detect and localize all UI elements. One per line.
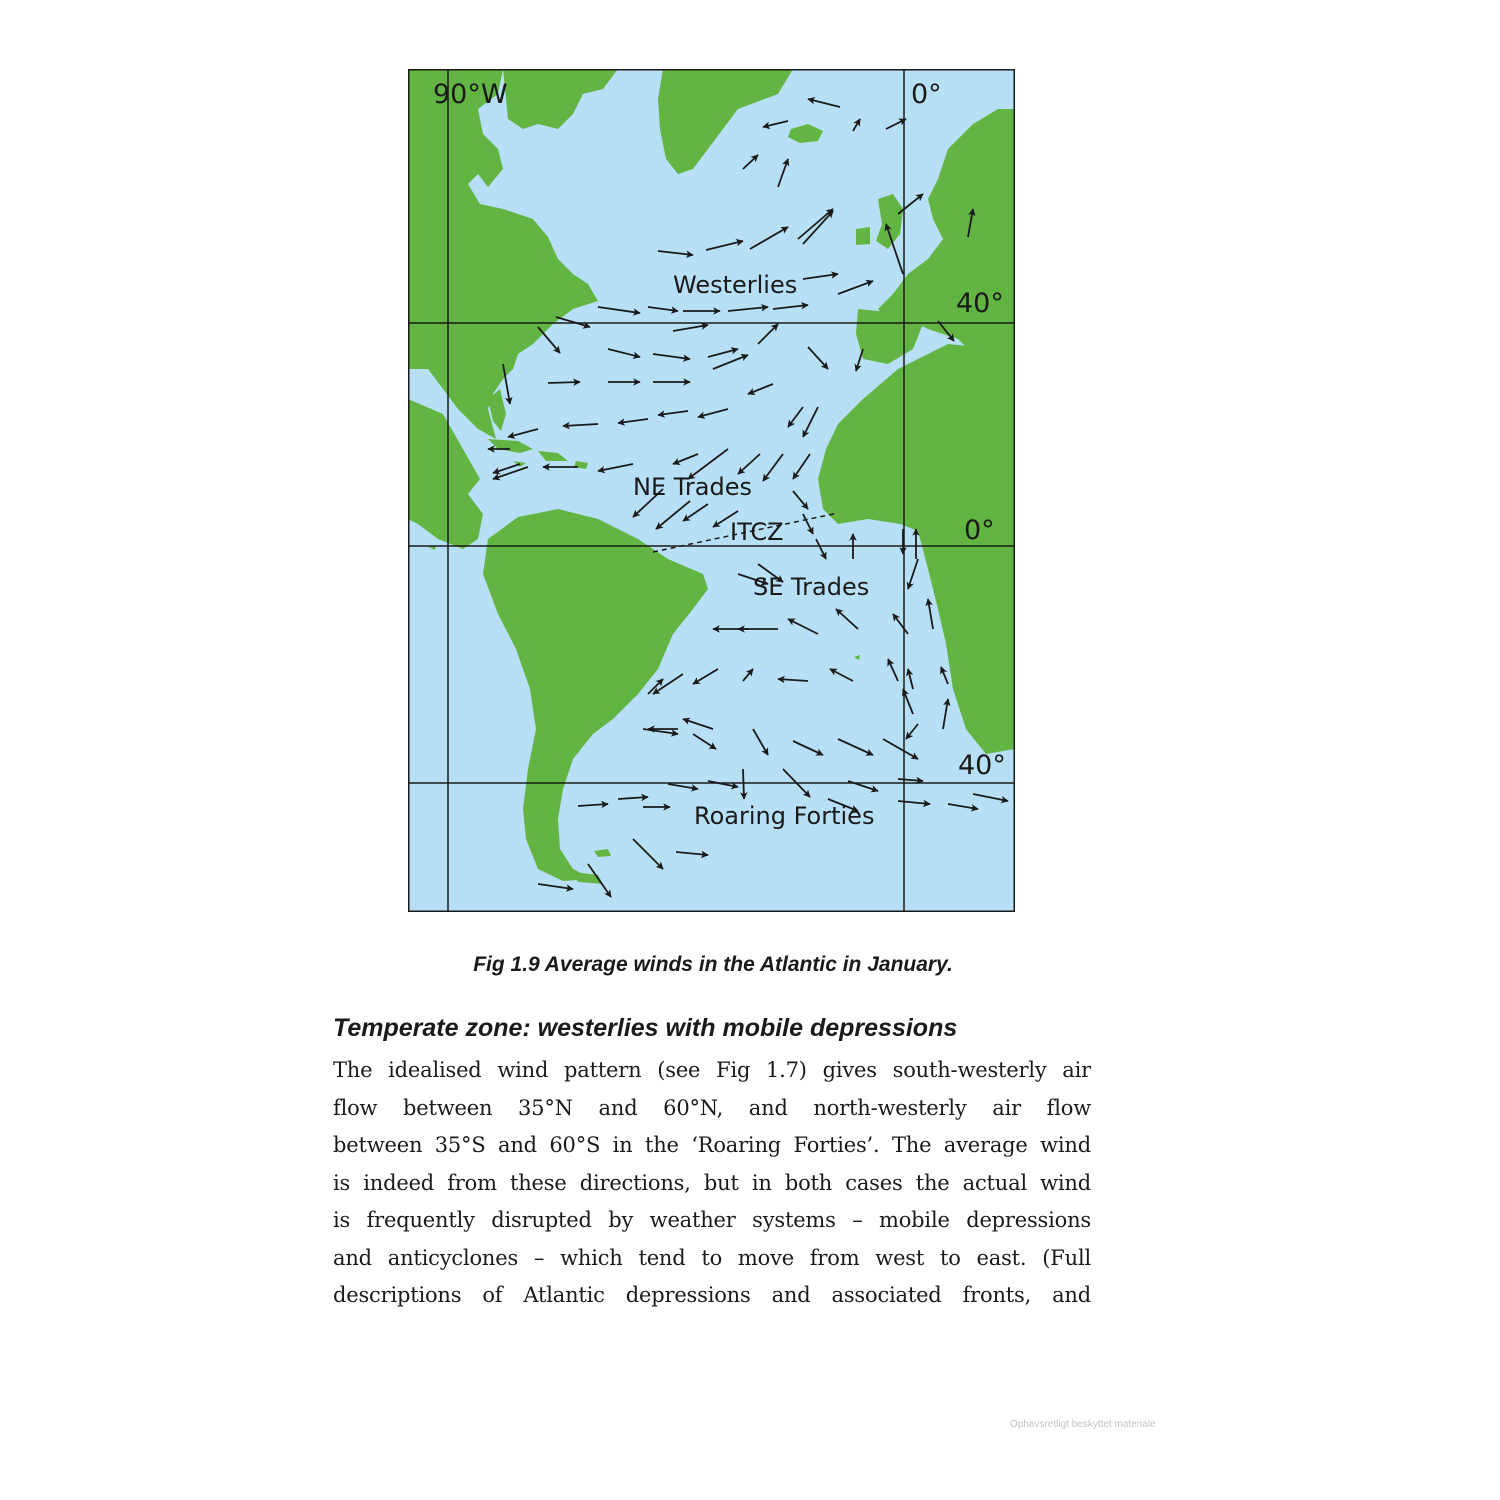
body-line: and anticyclones – which tend to move from west to east. (Full <box>333 1245 1091 1270</box>
wind-arrow <box>548 382 580 383</box>
body-line: is frequently disrupted by weather systems – mobile depressions <box>333 1208 1091 1232</box>
body-line: The idealised wind pattern (see Fig 1.7) gives south-westerly air <box>333 1058 1091 1082</box>
figure-caption: Fig 1.9 Average winds in the Atlantic in January. <box>473 953 953 976</box>
label-roaring-forties: Roaring Forties <box>694 802 875 830</box>
label-40n: 40° <box>956 288 1004 319</box>
section-heading: Temperate zone: westerlies with mobile depressions <box>333 1014 958 1042</box>
body-paragraph <box>333 1052 1091 1315</box>
label-se-trades: SE Trades <box>753 573 870 601</box>
label-40s: 40° <box>958 750 1006 781</box>
watermark: Ophavsretligt beskyttet materiale <box>1010 1419 1156 1430</box>
label-itcz: ITCZ <box>730 518 784 546</box>
label-0-equator: 0° <box>964 515 995 546</box>
label-90w: 90°W <box>433 79 508 110</box>
label-westerlies: Westerlies <box>673 271 798 299</box>
body-line: between 35°S and 60°S in the ‘Roaring Forties’. The average wind <box>333 1133 1091 1157</box>
label-ne-trades: NE Trades <box>633 473 752 501</box>
body-line: is indeed from these directions, but in both cases the actual wind <box>333 1170 1091 1195</box>
label-0-longitude: 0° <box>911 79 942 110</box>
wind-arrow <box>743 769 744 799</box>
body-line: descriptions of Atlantic depressions and associated fronts, and <box>333 1283 1091 1307</box>
atlantic-wind-map <box>408 69 1015 912</box>
body-line: flow between 35°N and 60°N, and north-westerly air flow <box>333 1095 1091 1120</box>
